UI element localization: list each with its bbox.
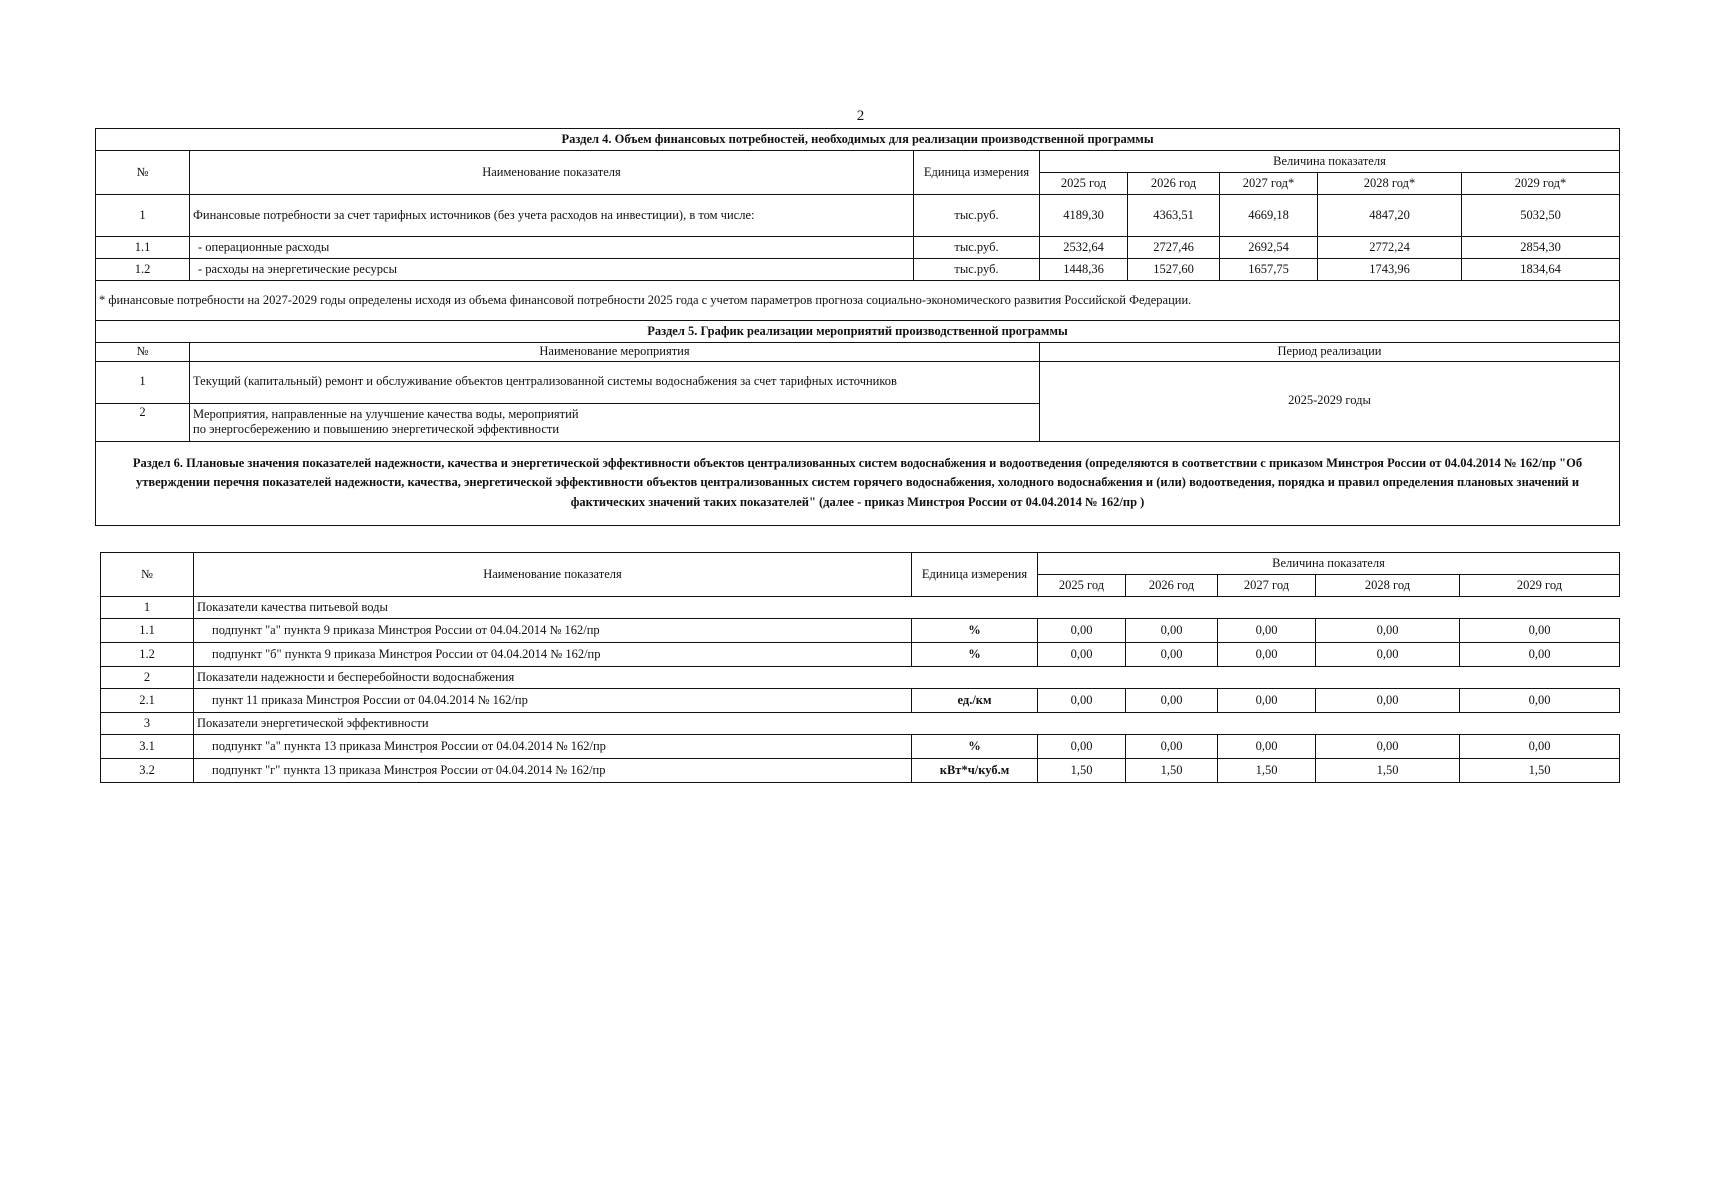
row-value: 4363,51 bbox=[1128, 195, 1220, 237]
row-num: 1 bbox=[96, 361, 190, 403]
row-value: 4847,20 bbox=[1318, 195, 1462, 237]
col-num-header: № bbox=[96, 151, 190, 195]
year-header: 2025 год bbox=[1040, 173, 1128, 195]
group-name: Показатели качества питьевой воды bbox=[194, 597, 1620, 619]
row-name: Текущий (капитальный) ремонт и обслуживание объектов централизованной системы водоснабжения за счет тарифных источников bbox=[190, 361, 1040, 403]
row-value: 2532,64 bbox=[1040, 237, 1128, 259]
col-period-header: Период реализации bbox=[1040, 343, 1620, 362]
row-value: 2854,30 bbox=[1462, 237, 1620, 259]
year-header: 2027 год bbox=[1218, 575, 1316, 597]
row-value: 1,50 bbox=[1316, 759, 1460, 783]
year-header: 2026 год bbox=[1126, 575, 1218, 597]
col-num-header: № bbox=[101, 553, 194, 597]
row-value: 2772,24 bbox=[1318, 237, 1462, 259]
year-header: 2029 год* bbox=[1462, 173, 1620, 195]
row-value: 1,50 bbox=[1038, 759, 1126, 783]
row-num: 3 bbox=[101, 713, 194, 735]
row-value: 0,00 bbox=[1460, 689, 1620, 713]
row-value: 0,00 bbox=[1126, 643, 1218, 667]
row-num: 1.1 bbox=[96, 237, 190, 259]
row-value: 0,00 bbox=[1126, 689, 1218, 713]
row-value: 0,00 bbox=[1316, 689, 1460, 713]
year-header: 2029 год bbox=[1460, 575, 1620, 597]
row-num: 2 bbox=[96, 403, 190, 441]
row-unit: тыс.руб. bbox=[914, 195, 1040, 237]
row-name bbox=[190, 403, 1040, 441]
row-value: 2727,46 bbox=[1128, 237, 1220, 259]
row-name: - расходы на энергетические ресурсы bbox=[190, 259, 914, 281]
row-value: 0,00 bbox=[1316, 643, 1460, 667]
row-unit: тыс.руб. bbox=[914, 259, 1040, 281]
row-name-line: Мероприятия, направленные на улучшение качества воды, мероприятий bbox=[193, 406, 579, 421]
table-row bbox=[96, 237, 1620, 259]
row-value: 0,00 bbox=[1316, 619, 1460, 643]
section4-footnote: * финансовые потребности на 2027-2029 годы определены исходя из объема финансовой потребности 2025 года с учетом параметров прогноза социально-экономического развития Российской Федерации. bbox=[96, 281, 1620, 321]
row-unit: ед./км bbox=[912, 689, 1038, 713]
row-value: 4669,18 bbox=[1220, 195, 1318, 237]
row-value: 2692,54 bbox=[1220, 237, 1318, 259]
year-header: 2028 год bbox=[1316, 575, 1460, 597]
section4-title: Раздел 4. Объем финансовых потребностей, необходимых для реализации производственной программы bbox=[96, 129, 1620, 151]
row-value: 0,00 bbox=[1218, 735, 1316, 759]
row-value: 0,00 bbox=[1038, 619, 1126, 643]
row-num: 2.1 bbox=[101, 689, 194, 713]
table-row bbox=[101, 643, 1620, 667]
table-row bbox=[101, 689, 1620, 713]
row-unit: % bbox=[912, 643, 1038, 667]
table-row bbox=[101, 735, 1620, 759]
row-value: 0,00 bbox=[1038, 643, 1126, 667]
section5-title: Раздел 5. График реализации мероприятий производственной программы bbox=[96, 321, 1620, 343]
row-value: 1834,64 bbox=[1462, 259, 1620, 281]
row-name: подпункт "г" пункта 13 приказа Минстроя России от 04.04.2014 № 162/пр bbox=[194, 759, 912, 783]
row-num: 2 bbox=[101, 667, 194, 689]
group-row bbox=[101, 597, 1620, 619]
col-num-header: № bbox=[96, 343, 190, 362]
row-value: 0,00 bbox=[1038, 735, 1126, 759]
period-value: 2025-2029 годы bbox=[1040, 361, 1620, 441]
row-value: 0,00 bbox=[1038, 689, 1126, 713]
group-name: Показатели энергетической эффективности bbox=[194, 713, 1620, 735]
row-name: подпункт "а" пункта 9 приказа Минстроя России от 04.04.2014 № 162/пр bbox=[194, 619, 912, 643]
col-unit-header: Единица измерения bbox=[914, 151, 1040, 195]
row-value: 4189,30 bbox=[1040, 195, 1128, 237]
row-value: 1448,36 bbox=[1040, 259, 1128, 281]
row-name-line: по энергосбережению и повышению энергетической эффективности bbox=[193, 422, 560, 437]
row-unit: % bbox=[912, 735, 1038, 759]
row-name: подпункт "б" пункта 9 приказа Минстроя России от 04.04.2014 № 162/пр bbox=[194, 643, 912, 667]
table-row bbox=[96, 195, 1620, 237]
page-number: 2 bbox=[856, 108, 865, 124]
row-value: 0,00 bbox=[1316, 735, 1460, 759]
col-name-header: Наименование показателя bbox=[194, 553, 912, 597]
row-value: 0,00 bbox=[1460, 619, 1620, 643]
row-value: 1,50 bbox=[1126, 759, 1218, 783]
row-name: Финансовые потребности за счет тарифных источников (без учета расходов на инвестиции), в том числе: bbox=[190, 195, 914, 237]
row-value: 1,50 bbox=[1460, 759, 1620, 783]
year-header: 2026 год bbox=[1128, 173, 1220, 195]
row-value: 0,00 bbox=[1218, 689, 1316, 713]
table-row bbox=[96, 361, 1620, 403]
table-row bbox=[96, 259, 1620, 281]
row-unit: кВт*ч/куб.м bbox=[912, 759, 1038, 783]
col-unit-header: Единица измерения bbox=[912, 553, 1038, 597]
row-unit: тыс.руб. bbox=[914, 237, 1040, 259]
group-name: Показатели надежности и бесперебойности водоснабжения bbox=[194, 667, 1620, 689]
row-value: 0,00 bbox=[1218, 643, 1316, 667]
row-value: 1743,96 bbox=[1318, 259, 1462, 281]
year-header: 2028 год* bbox=[1318, 173, 1462, 195]
row-name: - операционные расходы bbox=[190, 237, 914, 259]
table-row bbox=[101, 619, 1620, 643]
col-name-header: Наименование показателя bbox=[190, 151, 914, 195]
year-header: 2027 год* bbox=[1220, 173, 1318, 195]
row-value: 0,00 bbox=[1126, 735, 1218, 759]
group-row bbox=[101, 667, 1620, 689]
row-num: 3.1 bbox=[101, 735, 194, 759]
row-value: 1657,75 bbox=[1220, 259, 1318, 281]
row-value: 0,00 bbox=[1460, 643, 1620, 667]
table-row bbox=[101, 759, 1620, 783]
col-value-header: Величина показателя bbox=[1038, 553, 1620, 575]
row-value: 0,00 bbox=[1126, 619, 1218, 643]
row-name: подпункт "а" пункта 13 приказа Минстроя России от 04.04.2014 № 162/пр bbox=[194, 735, 912, 759]
row-num: 3.2 bbox=[101, 759, 194, 783]
row-value: 1,50 bbox=[1218, 759, 1316, 783]
row-value: 1527,60 bbox=[1128, 259, 1220, 281]
row-name: пункт 11 приказа Минстроя России от 04.04.2014 № 162/пр bbox=[194, 689, 912, 713]
row-value: 5032,50 bbox=[1462, 195, 1620, 237]
col-value-header: Величина показателя bbox=[1040, 151, 1620, 173]
section6-title: Раздел 6. Плановые значения показателей надежности, качества и энергетической эффективности объектов централизованных систем водоснабжения и водоотведения (определяются в соответствии с приказом Минстроя России от 04.04.2014 № 162/пр "Об утверждении перечня показателей надежности, качества, энергетической эффективности объектов централизованных систем горячего водоснабжения, холодного водоснабжения и (или) водоотведения, порядка и правил определения плановых значений и фактических значений таких показателей" (далее - приказ Минстроя России от 04.04.2014 № 162/пр ) bbox=[96, 441, 1620, 525]
col-event-header: Наименование мероприятия bbox=[190, 343, 1040, 362]
row-num: 1.1 bbox=[101, 619, 194, 643]
row-num: 1.2 bbox=[96, 259, 190, 281]
section6-table bbox=[100, 552, 1620, 783]
group-row bbox=[101, 713, 1620, 735]
row-value: 0,00 bbox=[1460, 735, 1620, 759]
section4-table bbox=[95, 128, 1620, 526]
row-value: 0,00 bbox=[1218, 619, 1316, 643]
row-num: 1 bbox=[101, 597, 194, 619]
year-header: 2025 год bbox=[1038, 575, 1126, 597]
row-unit: % bbox=[912, 619, 1038, 643]
row-num: 1.2 bbox=[101, 643, 194, 667]
row-num: 1 bbox=[96, 195, 190, 237]
